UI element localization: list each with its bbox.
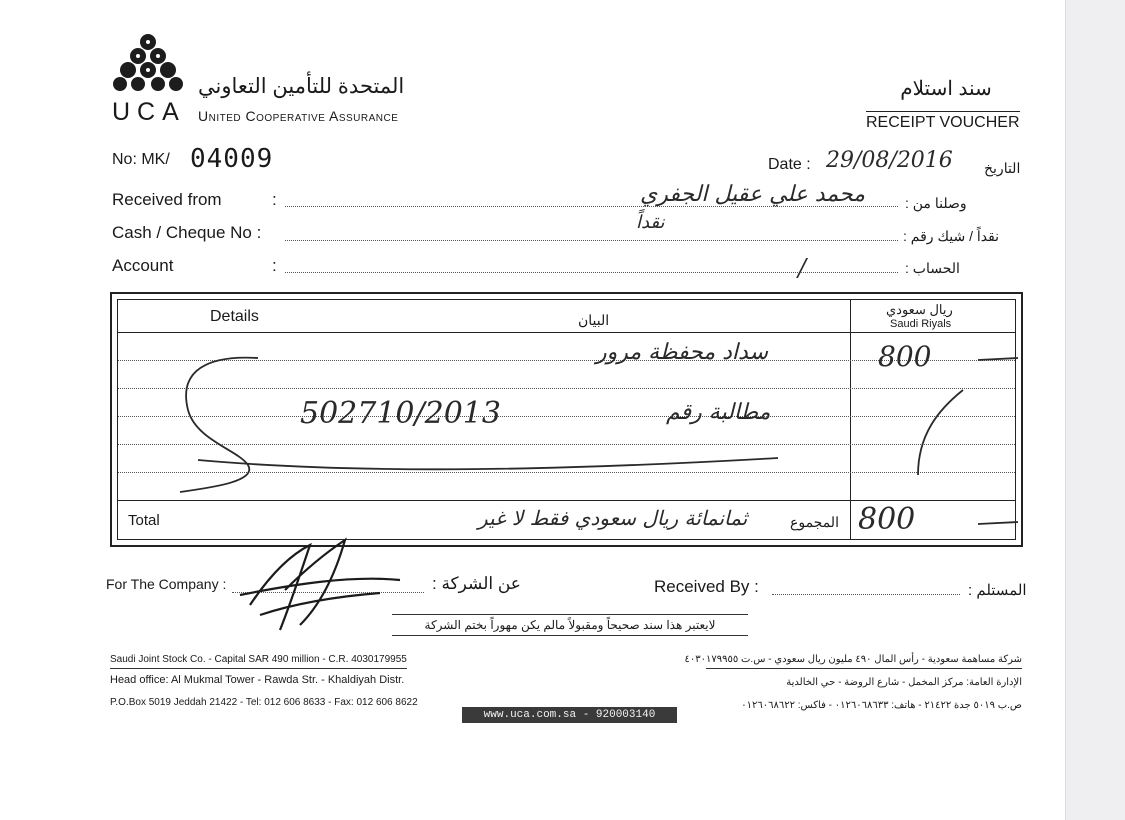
- account-colon: :: [272, 256, 277, 275]
- currency-header-en: Saudi Riyals: [890, 318, 952, 330]
- received-from-colon: :: [272, 190, 277, 209]
- line1-text: سداد محفظة مرور: [596, 340, 769, 365]
- account-label-ar: الحساب :: [905, 260, 960, 276]
- validity-note: لايعتبر هذا سند صحيحاً ومقبولاً مالم يكن مهوراً بختم الشركة: [392, 614, 748, 636]
- currency-header-ar: ريال سعودي: [886, 302, 953, 317]
- uca-logo-icon: [112, 32, 184, 100]
- date-label: Date :: [768, 156, 811, 173]
- voucher-no-label: No: MK/: [112, 151, 170, 168]
- received-by-label: Received By :: [654, 577, 759, 596]
- footer-ar-line1: شركة مساهمة سعودية - رأس المال ٤٩٠ مليون ريال سعودي - س.ت ٤٠٣٠١٧٩٩٥٥: [706, 654, 1022, 669]
- for-company-label-ar: عن الشركة :: [432, 574, 521, 593]
- received-by-label-ar: المستلم :: [968, 582, 1027, 599]
- received-from-label-ar: وصلنا من :: [905, 195, 967, 211]
- details-table: [110, 292, 1023, 547]
- account-value: /: [798, 254, 807, 282]
- footer-en-line1: Saudi Joint Stock Co. - Capital SAR 490 million - C.R. 4030179955: [110, 654, 407, 669]
- company-name-ar: المتحدة للتأمين التعاوني: [198, 75, 405, 98]
- cash-cheque-label: Cash / Cheque No :: [112, 223, 262, 242]
- website-stamp: www.uca.com.sa - 920003140: [462, 707, 677, 723]
- cash-cheque-value: نقداً: [636, 212, 665, 233]
- date-value: 29/08/2016: [826, 148, 953, 173]
- footer-en-line3: P.O.Box 5019 Jeddah 21422 - Tel: 012 606 8633 - Fax: 012 606 8622: [110, 697, 418, 708]
- voucher-title-en: RECEIPT VOUCHER: [866, 111, 1020, 132]
- received-from-value: محمد علي عقيل الجفري: [640, 182, 866, 207]
- total-words: ثمانمائة ريال سعودي فقط لا غير: [478, 506, 748, 530]
- company-name-en: United Cooperative Assurance: [198, 108, 399, 124]
- voucher-title-ar: سند استلام: [900, 78, 992, 100]
- total-label: Total: [128, 512, 160, 529]
- footer-ar-line3: ص.ب ٥٠١٩ جدة ٢١٤٢٢ - هاتف: ٠١٢٦٠٦٨٦٣٣ - فاكس: ٠١٢٦٠٦٨٦٢٢: [741, 700, 1022, 711]
- date-label-ar: التاريخ: [984, 160, 1021, 176]
- line2-text: مطالبة رقم: [666, 400, 771, 425]
- scrollbar-track[interactable]: [1065, 0, 1125, 820]
- total-label-ar: المجموع: [790, 514, 839, 530]
- handwriting-strokes-icon: [118, 300, 1018, 545]
- received-from-label: Received from: [112, 190, 222, 209]
- total-amount: 800: [858, 502, 916, 537]
- line1-amount: 800: [878, 340, 932, 373]
- account-label: Account: [112, 256, 174, 275]
- for-company-label: For The Company :: [106, 576, 227, 592]
- details-header: Details: [210, 308, 259, 325]
- footer-en-line2: Head office: Al Mukmal Tower - Rawda Str. - Khaldiyah Distr.: [110, 674, 405, 686]
- line2-ref: 502710/2013: [300, 396, 501, 431]
- details-header-ar: البيان: [578, 312, 610, 328]
- footer-ar-line2: الإدارة العامة: مركز المخمل - شارع الروضة - حي الخالدية: [786, 677, 1022, 688]
- company-abbr: UCA: [112, 98, 186, 126]
- voucher-no-value: 04009: [190, 144, 274, 174]
- cash-cheque-label-ar: نقداً / شيك رقم :: [903, 228, 1000, 244]
